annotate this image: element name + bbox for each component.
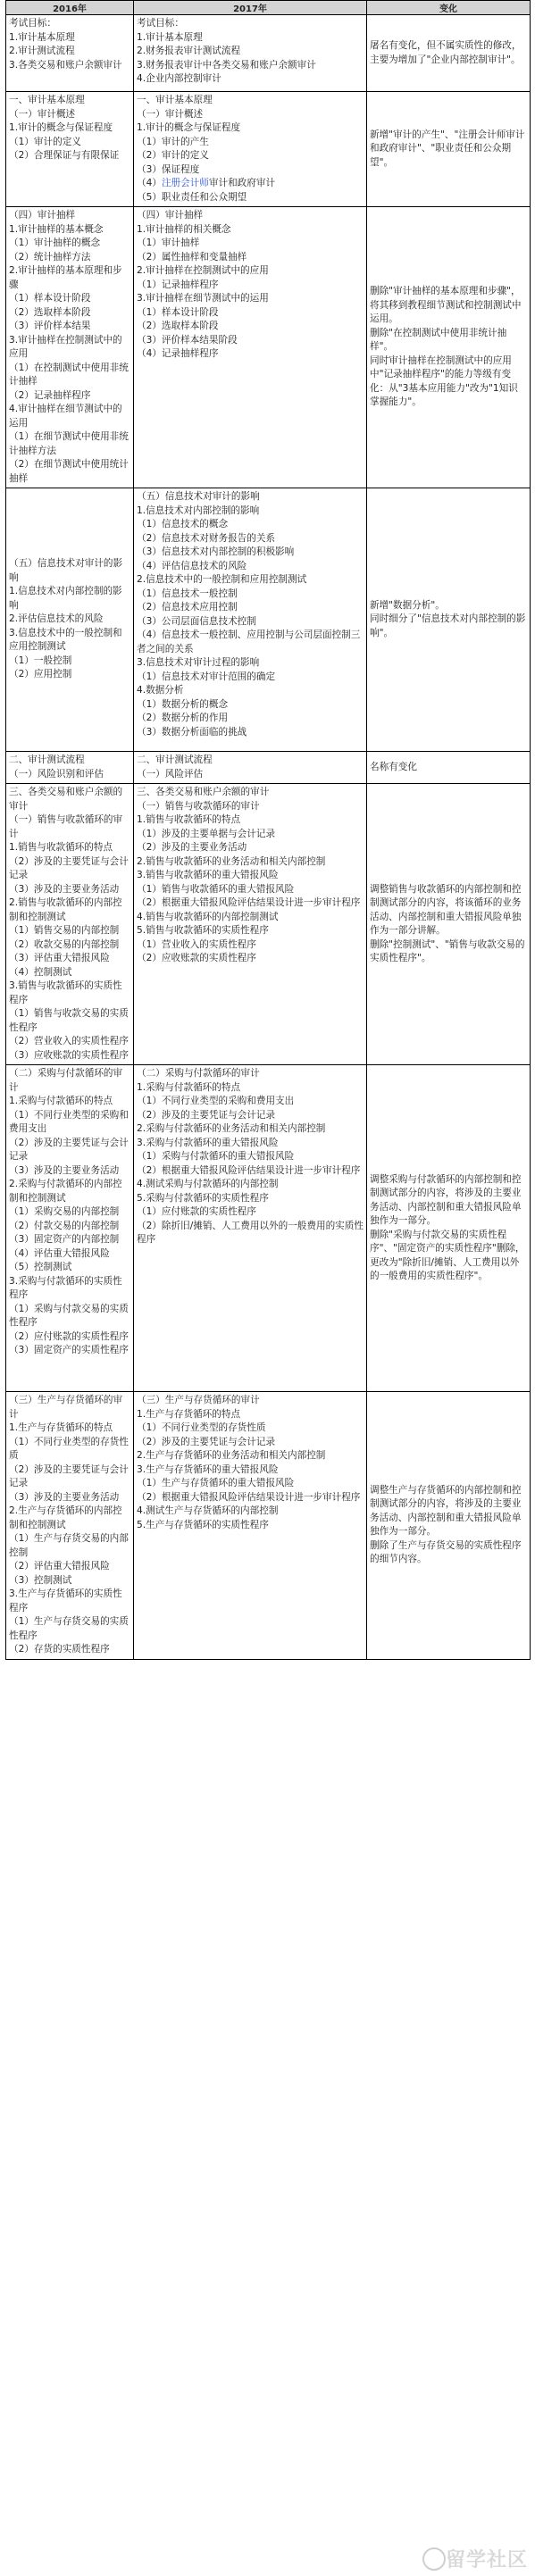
cell-line: （4）记录抽样程序: [137, 348, 219, 359]
cell-line: 4.数据分析: [137, 685, 184, 696]
cell-line: （2）涉及的主要业务活动: [137, 842, 247, 853]
watermark-logo-icon: [422, 2547, 446, 2571]
cell-line: （1）审计抽样: [137, 238, 200, 248]
cell-line: （2）付款交易的内部控制: [9, 1220, 120, 1231]
cell-2017: [134, 207, 367, 488]
cell-change: [367, 92, 531, 207]
cell-line: 删除"审计抽样的基本原理和步骤"，将其移到教程细节测试和控制测试中运用。: [370, 286, 522, 325]
cell-line: （5）控制测试: [9, 1262, 72, 1272]
cell-line: （2）统计抽样方法: [9, 251, 91, 263]
table-row: [6, 207, 531, 488]
table-row: [6, 784, 531, 1065]
cell-line: （一）销售与收款循环的审计: [137, 800, 260, 812]
cell-line: 3.信息技术中的一般控制和应用控制测试: [9, 627, 122, 653]
cell-line: 4.测试生产与存货循环的内部控制: [137, 1505, 279, 1516]
cell-2017: [134, 92, 367, 207]
cell-2017: [134, 752, 367, 784]
cell-line: 一、审计基本原理: [9, 95, 85, 105]
cell-line: （2）收款交易的内部控制: [9, 938, 120, 950]
cell-line: 1.采购与付款循环的特点: [137, 1081, 241, 1093]
cell-2016: [6, 752, 134, 784]
cell-line: 2.财务报表审计测试流程: [137, 46, 241, 56]
cell-line: （3）涉及的主要业务活动: [9, 1491, 120, 1503]
cell-line: （3）应收账款的实质性程序: [9, 1049, 129, 1061]
cell-line: （3）信息技术对内部控制的积极影响: [137, 546, 295, 557]
cell-change: [367, 1392, 531, 1660]
cell-line: （2）根据重大错报风险评估结果设计进一步审计程序: [137, 1164, 361, 1176]
header-2017: 2017年: [134, 1, 367, 15]
cell-line: 屠名有变化，但不属实质性的修改，主要为增加了"企业内部控制审计"。: [370, 40, 522, 65]
cell-line: 1.生产与存货循环的特点: [9, 1422, 113, 1433]
cell-line: 2.采购与付款循环的业务活动和相关内部控制: [137, 1123, 326, 1134]
cell-change: [367, 784, 531, 1065]
cell-line: （1）应付账款的实质性程序: [137, 1206, 256, 1217]
cell-line: （4）控制测试: [9, 966, 72, 978]
cell-line: 2.审计测试流程: [9, 46, 75, 56]
cell-line: 1.销售与收款循环的特点: [137, 814, 241, 825]
cell-line: （一）销售与收款循环的审计: [9, 814, 123, 839]
cell-line: 1.生产与存货循环的特点: [137, 1408, 241, 1420]
cell-line: （2）存货的实质性程序: [9, 1644, 110, 1655]
cell-line: （3）控制测试: [9, 1574, 72, 1586]
cell-line: 同时细分了"信息技术对内部控制的影响"。: [370, 613, 526, 638]
cell-line: 2.销售与收款循环的业务活动和相关内部控制: [137, 855, 326, 867]
cell-line: （2）应收账款的实质性程序: [137, 953, 256, 963]
cell-line: （2）涉及的主要凭证与会计记录: [137, 1436, 276, 1447]
cell-line: （4）评估重大错报风险: [9, 1247, 110, 1259]
cell-2016: [6, 1392, 134, 1660]
cell-line: 3.审计抽样在细节测试中的运用: [137, 293, 269, 304]
cell-line: 2.审计抽样的基本原理和步骤: [9, 265, 122, 290]
cell-line: 5.销售与收款循环的实质性程序: [137, 925, 269, 936]
cell-line: 3.审计抽样在控制测试中的应用: [9, 334, 122, 359]
cell-line: 调整采购与付款循环的内部控制和控制测试部分的内容，将涉及的主要业务活动、内部控制和重大错报风险单独作为一部分。: [370, 1173, 522, 1226]
cell-2016: [6, 92, 134, 207]
cell-line: （1）样本设计阶段: [9, 293, 91, 304]
cell-line: （五）信息技术对审计的影响: [9, 558, 123, 583]
cell-line: （4）评估信息技术的风险: [137, 560, 247, 571]
cell-line: （4）注册会计师审计和政府审计: [137, 178, 276, 188]
cell-line: （3）评价样本结果阶段: [137, 334, 238, 346]
header-change: 变化: [367, 1, 531, 15]
cell-line: （1）一般控制: [9, 654, 72, 666]
cell-line: （1）销售与收款交易的实质性程序: [9, 1008, 129, 1033]
cell-line: 4.审计抽样在细节测试中的运用: [9, 404, 122, 429]
cell-line: 3.信息技术对审计过程的影响: [137, 657, 260, 668]
cell-line: 调整销售与收款循环的内部控制和控制测试部分的内容，将该循环的业务活动、内部控制和重大错报风险单独作为一部分讲解。: [370, 883, 522, 936]
cell-2017: [134, 15, 367, 92]
cell-line: 3.采购与付款循环的实质性程序: [9, 1275, 122, 1300]
cell-line: 4.测试采购与付款循环的内部控制: [137, 1179, 279, 1189]
cell-2016: [6, 1065, 134, 1392]
cell-line: 1.信息技术对内部控制的影响: [137, 504, 260, 516]
cell-line: 2.评估信息技术的风险: [9, 613, 104, 625]
cell-line: （1）记录抽样程序: [137, 279, 219, 290]
cell-line: 1.审计的概念与保证程度: [137, 122, 241, 133]
cell-line: 新增"审计的产生"、"注册会计师审计和政府审计"、"职业责任和公众期望"。: [370, 129, 525, 168]
cell-line: （3）涉及的主要业务活动: [9, 883, 120, 895]
cell-line: （2）涉及的主要凭证与会计记录: [9, 1463, 129, 1488]
cell-line: 1.采购与付款循环的特点: [9, 1096, 113, 1106]
cell-line: 1.审计基本原理: [9, 31, 75, 43]
cell-line: （2）涉及的主要凭证与会计记录: [9, 855, 129, 880]
cell-line: （1）审计的产生: [137, 136, 209, 147]
cell-line: （1）在细节测试中使用非统计抽样方法: [9, 431, 129, 456]
cell-line: （二）采购与付款循环的审计: [9, 1068, 123, 1093]
cell-line: （2）根据重大错报风险评估结果设计进一步审计程序: [137, 897, 361, 908]
cell-line: （3）评估重大错报风险: [9, 953, 110, 963]
cell-line: 一、审计基本原理: [137, 95, 213, 105]
cell-2016: [6, 15, 134, 92]
cell-line: （2）属性抽样和变量抽样: [137, 251, 247, 263]
cell-line: （1）信息技术一般控制: [137, 588, 238, 599]
cell-change: [367, 752, 531, 784]
cell-line: （1）生产与存货交易的内部控制: [9, 1533, 129, 1558]
cell-line: （2）除折旧/摊销、人工费用以外的一般费用的实质性程序: [137, 1220, 364, 1245]
cell-line: （3）公司层面信息技术控制: [137, 615, 256, 627]
cell-line: （2）选取样本阶段: [137, 321, 219, 331]
cell-line: （1）生产与存货循环的重大错报风险: [137, 1478, 295, 1488]
cell-line: （2）根据重大错报风险评估结果设计进一步审计程序: [137, 1491, 361, 1503]
cell-line: 三、各类交易和账户余额的审计: [137, 787, 270, 797]
cell-line: （2）审计的定义: [137, 150, 209, 161]
cell-line: （2）合理保证与有限保证: [9, 150, 120, 161]
cell-line: （四）审计抽样: [137, 210, 204, 221]
cell-line: （3）数据分析面临的挑战: [137, 726, 247, 738]
cell-line: 删除"在控制测试中使用非统计抽样"。: [370, 327, 507, 353]
cell-line: （二）采购与付款循环的审计: [137, 1068, 260, 1079]
cell-line: 2.销售与收款循环的内部控制和控制测试: [9, 897, 122, 922]
cell-line: 2.采购与付款循环的内部控制和控制测试: [9, 1179, 122, 1204]
cell-line: （一）风险评估: [137, 768, 204, 779]
cell-line: 4.销售与收款循环的内部控制测试: [137, 911, 279, 922]
table-row: [6, 1392, 531, 1660]
highlight-link[interactable]: 注册会计师: [161, 178, 209, 188]
cell-change: [367, 1065, 531, 1392]
cell-line: （一）审计概述: [137, 108, 204, 120]
cell-line: （1）在控制测试中使用非统计抽样: [9, 362, 129, 387]
cell-line: （1）生产与存货交易的实质性程序: [9, 1616, 129, 1641]
cell-line: 2.信息技术中的一般控制和应用控制测试: [137, 574, 307, 585]
cell-line: 3.采购与付款循环的重大错报风险: [137, 1137, 279, 1148]
cell-line: （3）评价样本结果: [9, 321, 91, 331]
table-row: [6, 15, 531, 92]
cell-2016: [6, 207, 134, 488]
cell-line: （3）固定资产的内部控制: [9, 1234, 120, 1245]
cell-line: 5.生产与存货循环的实质性程序: [137, 1519, 269, 1530]
cell-line: 3.生产与存货循环的实质性程序: [9, 1588, 122, 1613]
header-2016: 2016年: [6, 1, 134, 15]
cell-line: 新增"数据分析"。: [370, 599, 445, 611]
cell-line: 调整生产与存货循环的内部控制和控制测试部分的内容，将涉及的主要业务活动、内部控制和重大错报风险单独作为一部分。: [370, 1484, 522, 1538]
cell-line: 1.审计的概念与保证程度: [9, 122, 113, 133]
cell-line: （2）应付账款的实质性程序: [9, 1330, 129, 1342]
cell-line: （1）样本设计阶段: [137, 306, 219, 318]
cell-line: （1）信息技术对审计范围的确定: [137, 671, 276, 682]
cell-change: [367, 15, 531, 92]
cell-line: （2）记录抽样程序: [9, 389, 91, 401]
cell-line: （三）生产与存货循环的审计: [9, 1395, 123, 1420]
cell-line: （1）销售与收款循环的重大错报风险: [137, 883, 295, 895]
cell-change: [367, 488, 531, 752]
cell-line: 2.生产与存货循环的内部控制和控制测试: [9, 1505, 122, 1530]
cell-line: （1）不同行业类型的存货性质: [9, 1436, 129, 1461]
cell-line: （2）在细节测试中使用统计抽样: [9, 459, 129, 484]
cell-line: （五）信息技术对审计的影响: [137, 491, 260, 502]
cell-line: 删除了生产与存货交易的实质性程序的细节内容。: [370, 1539, 522, 1565]
cell-line: （3）保证程度: [137, 163, 200, 175]
cell-line: 4.企业内部控制审计: [137, 73, 222, 84]
cell-line: （1）不同行业类型的采购和费用支出: [137, 1096, 295, 1106]
table-header-row: [6, 1, 531, 15]
cell-2017: [134, 488, 367, 752]
table-row: [6, 488, 531, 752]
cell-line: （三）生产与存货循环的审计: [137, 1395, 260, 1405]
cell-line: 二、审计测试流程: [137, 754, 213, 765]
cell-line: （3）涉及的主要业务活动: [9, 1164, 120, 1176]
cell-line: 2.生产与存货循环的业务活动和相关内部控制: [137, 1450, 326, 1461]
cell-2016: [6, 784, 134, 1065]
cell-line: （1）不同行业类型的存货性质: [137, 1422, 266, 1433]
cell-line: （1）采购交易的内部控制: [9, 1206, 120, 1217]
cell-line: （1）采购与付款循环的重大错报风险: [137, 1151, 295, 1162]
watermark: 留学社区: [445, 2549, 528, 2572]
cell-line: （一）风险识别和评估: [9, 768, 104, 779]
cell-line: 3.生产与存货循环的重大错报风险: [137, 1463, 279, 1475]
table-row: [6, 752, 531, 784]
cell-change: [367, 207, 531, 488]
cell-line: （1）审计抽样的概念: [9, 238, 101, 248]
cell-line: （2）营业收入的实质性程序: [9, 1036, 129, 1046]
cell-line: 删除"控制测试"、"销售与收款交易的实质性程序"。: [370, 938, 525, 963]
cell-line: （2）数据分析的作用: [137, 713, 229, 723]
cell-line: （2）信息技术对财务报告的关系: [137, 532, 276, 544]
cell-line: 考试目标：: [137, 18, 184, 29]
cell-line: 三、各类交易和账户余额的审计: [9, 787, 123, 812]
cell-line: 考试目标：: [9, 18, 56, 29]
cell-line: 1.审计基本原理: [137, 31, 203, 43]
cell-line: 删除"采购与付款交易的实质性程序"、"固定资产的实质性程序"删除，更改为"除折旧/摊销、人工费用以外的一般费用的实质性程序"。: [370, 1229, 525, 1281]
cell-line: （1）数据分析的概念: [137, 698, 229, 710]
cell-line: （2）信息技术应用控制: [137, 602, 238, 613]
cell-line: 1.审计抽样的基本概念: [9, 223, 104, 235]
cell-line: （1）不同行业类型的采购和费用支出: [9, 1109, 129, 1134]
cell-line: （1）信息技术的概念: [137, 519, 229, 529]
cell-line: 二、审计测试流程: [9, 754, 85, 765]
cell-line: 3.财务报表审计中各类交易和账户余额审计: [137, 59, 316, 71]
cell-line: （1）销售交易的内部控制: [9, 925, 120, 936]
cell-2017: [134, 784, 367, 1065]
cell-line: （2）应用控制: [9, 669, 72, 680]
cell-line: 3.销售与收款循环的实质性程序: [9, 980, 122, 1005]
cell-line: 5.采购与付款循环的实质性程序: [137, 1192, 269, 1204]
cell-line: （2）评估重大错报风险: [9, 1561, 110, 1571]
cell-line: （一）审计概述: [9, 108, 76, 120]
cell-line: 1.销售与收款循环的特点: [9, 842, 113, 853]
cell-line: （1）涉及的主要单据与会计记录: [137, 828, 276, 839]
cell-2017: [134, 1065, 367, 1392]
cell-line: （1）营业收入的实质性程序: [137, 938, 256, 950]
cell-line: （2）涉及的主要凭证与会计记录: [137, 1109, 276, 1121]
cell-line: （四）审计抽样: [9, 210, 76, 221]
cell-line: 同时审计抽样在控制测试中的应用中"记录抽样程序"的能力等级有变化：从"3基本应用能力"改为"1知识掌握能力"。: [370, 354, 518, 408]
table-row: [6, 92, 531, 207]
cell-line: （4）信息技术一般控制、应用控制与公司层面控制三者之间的关系: [137, 629, 361, 654]
cell-line: （2）涉及的主要凭证与会计记录: [9, 1137, 129, 1162]
cell-line: （1）审计的定义: [9, 136, 81, 147]
cell-line: 3.销售与收款循环的重大错报风险: [137, 870, 279, 880]
syllabus-comparison-table: [5, 0, 531, 1660]
cell-line: 2.审计抽样在控制测试中的应用: [137, 265, 269, 276]
cell-line: （2）选取样本阶段: [9, 306, 91, 318]
cell-line: （1）采购与付款交易的实质性程序: [9, 1303, 129, 1328]
cell-line: 名称有变化: [370, 761, 417, 772]
cell-line: （5）职业责任和公众期望: [137, 191, 247, 203]
cell-2017: [134, 1392, 367, 1660]
cell-line: 3.各类交易和账户余额审计: [9, 59, 122, 71]
table-row: [6, 1065, 531, 1392]
cell-2016: [6, 488, 134, 752]
cell-line: （3）固定资产的实质性程序: [9, 1345, 129, 1355]
cell-line: 1.信息技术对内部控制的影响: [9, 586, 122, 611]
cell-line: 1.审计抽样的相关概念: [137, 223, 231, 235]
